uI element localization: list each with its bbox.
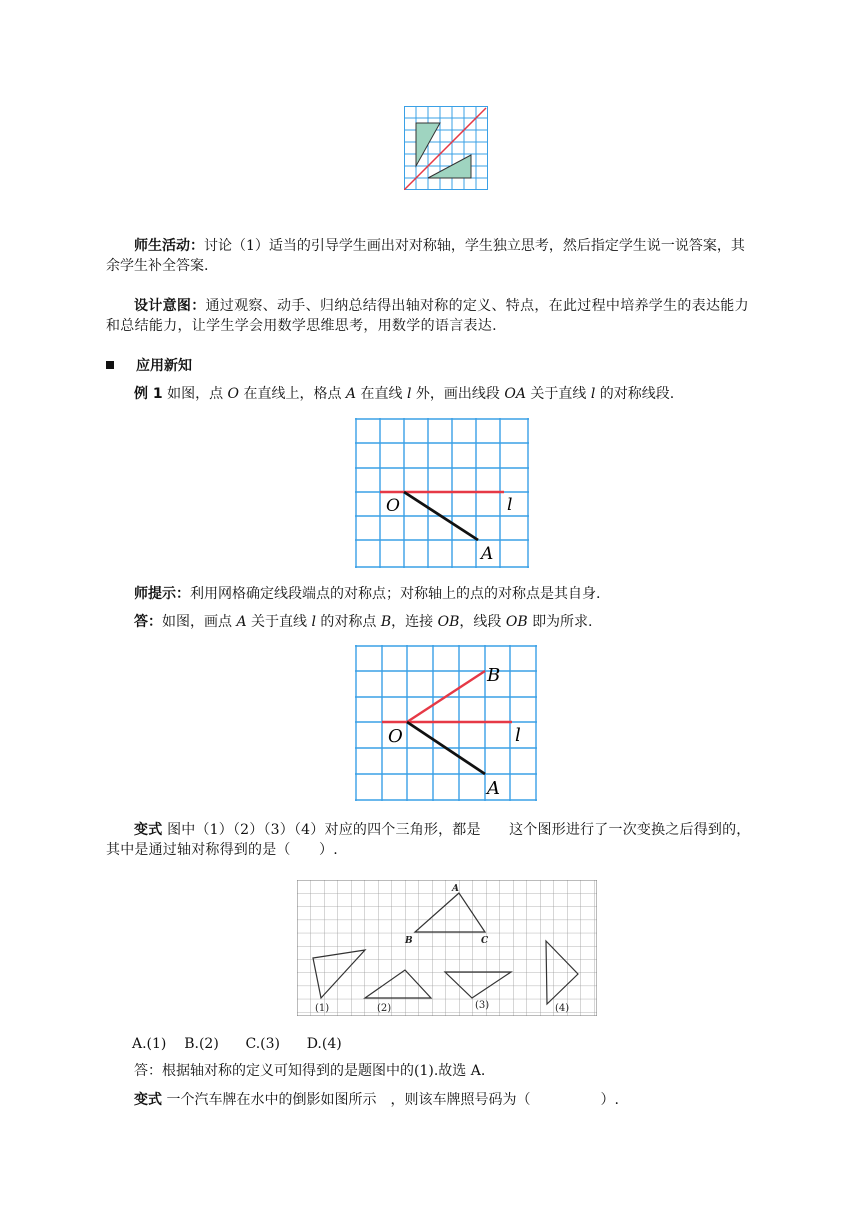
text: 的对称线段. <box>599 386 675 402</box>
option-a: A.(1) <box>132 1036 167 1052</box>
text-answer: 答：根据轴对称的定义可知得到的是题图中的(1).故选 A. <box>134 1063 486 1079</box>
math-l: l <box>406 386 412 402</box>
label-activity: 师生活动： <box>134 238 204 254</box>
label-A: A <box>481 544 494 564</box>
variant-1 <box>106 820 756 860</box>
label-A: A <box>487 778 500 799</box>
label-B: B <box>487 665 501 686</box>
math-OA: OA <box>504 386 526 402</box>
label-C: C <box>481 936 489 946</box>
label-variant: 变式 <box>134 1092 162 1108</box>
answer-variant-1 <box>106 1061 756 1081</box>
label-design: 设计意图： <box>134 298 206 314</box>
answer-example-1 <box>106 612 756 632</box>
example-1 <box>106 384 756 404</box>
caption-1: (1) <box>315 1003 330 1014</box>
figure-symmetry-triangles <box>404 106 488 190</box>
text: 关于直线 <box>251 614 308 630</box>
label-hint: 师提示： <box>134 586 190 602</box>
text: 在直线上，格点 <box>243 386 342 402</box>
label-example: 例 1 <box>134 386 163 402</box>
text: ，线段 <box>459 614 502 630</box>
label-answer: 答： <box>134 614 162 630</box>
label-B: B <box>405 936 413 946</box>
figure-answer-grid <box>355 645 537 801</box>
text-design: 通过观察、动手、归纳总结得出轴对称的定义、特点，在此过程中培养学生的表达能力和总结能力，让学生学会用数学思维思考，用数学的语言表达. <box>106 298 749 334</box>
teacher-hint <box>106 584 756 604</box>
caption-4: (4) <box>555 1003 570 1014</box>
label-O: O <box>386 496 400 516</box>
option-d: D.(4) <box>306 1036 342 1052</box>
math-A: A <box>345 386 357 402</box>
text: 外，画出线段 <box>415 386 500 402</box>
label-O: O <box>388 726 403 747</box>
math-B: B <box>380 614 392 630</box>
label-A: A <box>452 884 459 894</box>
label-l: l <box>515 725 521 746</box>
text-variant: 一个汽车牌在水中的倒影如图所示 ，则该车牌照号码为（ ）. <box>166 1092 619 1108</box>
text: 如图，画点 <box>162 614 232 630</box>
text: 关于直线 <box>530 386 587 402</box>
math-A: A <box>236 614 247 630</box>
text-variant: 图中（1）（2）（3）（4）对应的四个三角形，都是 这个图形进行了一次变换之后得到的，其中是通过轴对称得到的是（ ）. <box>106 822 751 858</box>
option-c: C.(3) <box>245 1036 280 1052</box>
square-bullet-icon <box>106 361 114 369</box>
option-b: B.(2) <box>184 1036 219 1052</box>
math-O: O <box>227 386 240 402</box>
caption-3: (3) <box>475 1000 490 1011</box>
text: 的对称点 <box>320 614 377 630</box>
label-l: l <box>507 495 513 515</box>
section-title: 应用新知 <box>136 358 192 374</box>
text: 即为所求. <box>532 614 593 630</box>
figure-transform-options <box>297 880 597 1016</box>
math-OB: OB <box>505 614 528 630</box>
label-variant: 变式 <box>134 822 163 838</box>
paragraph-design-intent <box>106 296 756 336</box>
variant-2 <box>106 1090 756 1110</box>
figure-example-grid <box>355 418 529 568</box>
math-l: l <box>590 386 596 402</box>
text: ，连接 <box>391 614 434 630</box>
section-heading <box>106 356 756 376</box>
paragraph-teacher-student-activity <box>106 236 756 276</box>
math-OB: OB <box>437 614 460 630</box>
answer-options <box>132 1034 782 1054</box>
text-activity: 讨论（1）适当的引导学生画出对对称轴，学生独立思考，然后指定学生说一说答案，其余学生补全答案. <box>106 238 745 274</box>
text: 在直线 <box>360 386 403 402</box>
caption-2: (2) <box>377 1003 392 1014</box>
math-l: l <box>311 614 316 630</box>
text-hint: 利用网格确定线段端点的对称点；对称轴上的点的对称点是其自身. <box>190 586 601 602</box>
text: 如图，点 <box>167 386 224 402</box>
